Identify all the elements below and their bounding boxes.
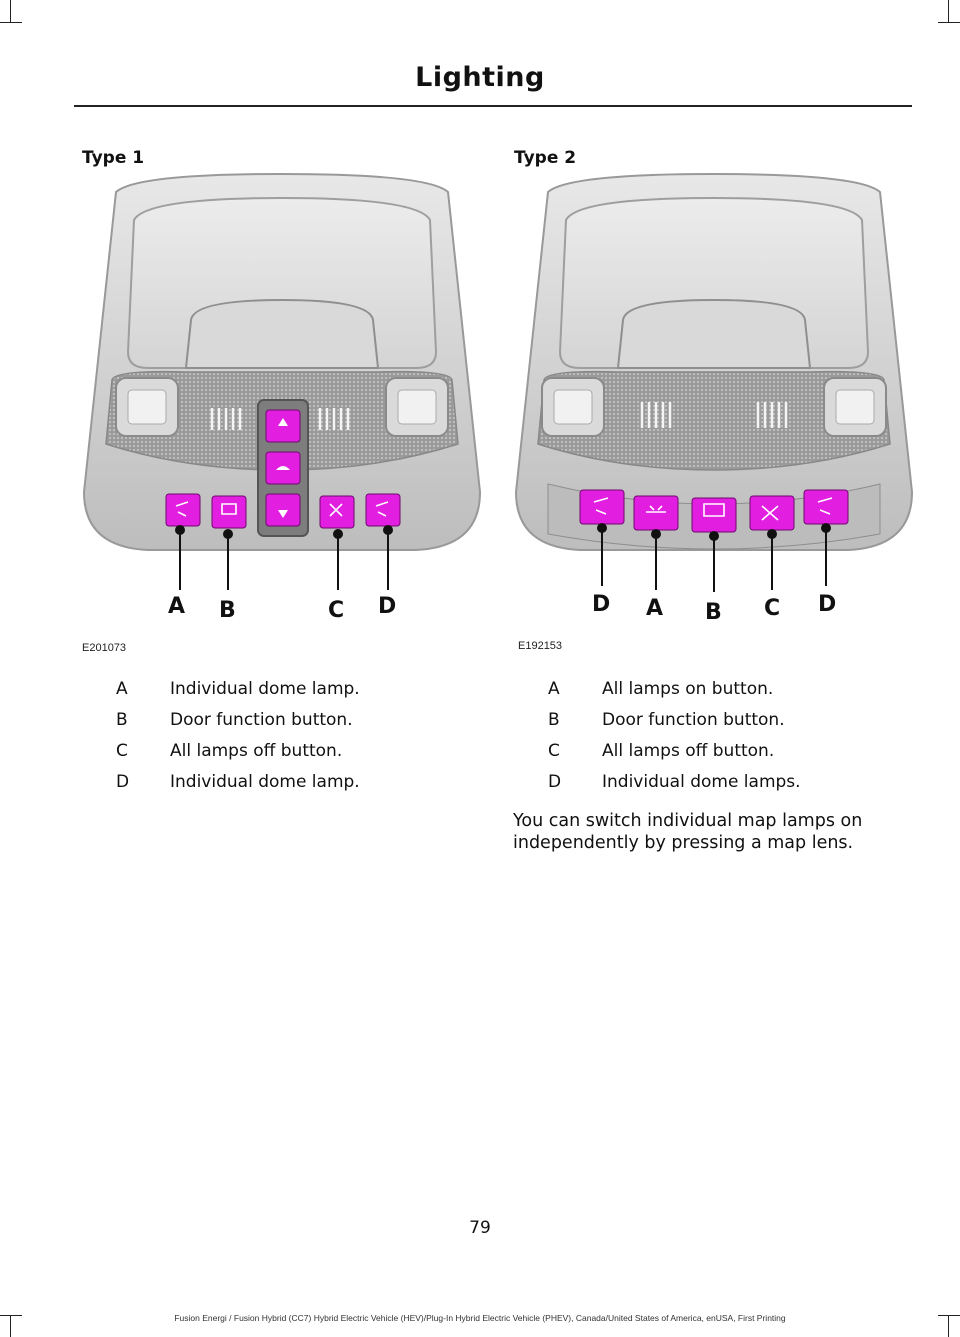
crop-mark	[0, 22, 22, 23]
legend-text: Individual dome lamp.	[170, 678, 360, 699]
type2-button-d-right	[804, 490, 848, 524]
legend-key: B	[116, 709, 128, 730]
header-divider	[74, 105, 912, 107]
type2-callout-d-right: D	[818, 592, 837, 617]
legend-item	[548, 704, 918, 735]
type1-callout-b: B	[219, 598, 236, 623]
legend-item	[116, 735, 456, 766]
type2-callout-d-left: D	[592, 592, 611, 617]
legend-text: Individual dome lamp.	[170, 771, 360, 792]
page-number: 79	[469, 1218, 491, 1238]
page-title: Lighting	[415, 62, 545, 93]
crop-mark	[10, 0, 11, 22]
type2-callout-a: A	[646, 596, 664, 621]
legend-text: Individual dome lamps.	[602, 771, 801, 792]
legend-text: Door function button.	[170, 709, 353, 730]
type2-button-b	[692, 498, 736, 532]
legend-item	[548, 735, 918, 766]
type2-heading: Type 2	[514, 148, 577, 168]
legend-key: A	[116, 678, 128, 699]
legend-text: All lamps off button.	[170, 740, 343, 761]
type1-heading: Type 1	[82, 148, 145, 168]
legend-key: C	[548, 740, 560, 761]
type1-button-d	[366, 494, 400, 526]
legend-key: A	[548, 678, 560, 699]
type1-callout-d: D	[378, 594, 397, 619]
legend-key: B	[548, 709, 560, 730]
page-footer: Fusion Energi / Fusion Hybrid (CC7) Hybrid Electric Vehicle (HEV)/Plug-In Hybrid Electric Vehicle (PHEV), Canada/United States of America, enUSA, First Printing	[174, 1313, 786, 1323]
legend-item	[116, 766, 456, 797]
type1-legend	[116, 673, 456, 797]
type1-figure-code: E201073	[82, 642, 127, 654]
legend-item	[548, 673, 918, 704]
type2-figure	[508, 172, 920, 657]
crop-mark	[948, 0, 949, 22]
type1-button-b	[212, 496, 246, 528]
type1-overhead-console-illustration	[76, 172, 488, 632]
legend-text: All lamps off button.	[602, 740, 775, 761]
type1-callout-a: A	[168, 594, 186, 619]
legend-item	[116, 704, 456, 735]
legend-text: Door function button.	[602, 709, 785, 730]
type2-overhead-console-illustration	[508, 172, 920, 632]
type2-callout-c: C	[764, 596, 781, 621]
crop-mark	[938, 22, 960, 23]
legend-key: C	[116, 740, 128, 761]
type2-callout-b: B	[705, 600, 722, 625]
type2-legend	[548, 673, 918, 797]
legend-key: D	[116, 771, 130, 792]
type2-button-a	[634, 496, 678, 530]
type1-figure	[76, 172, 488, 657]
type2-figure-code: E192153	[518, 640, 563, 652]
legend-item	[548, 766, 918, 797]
type1-callout-c: C	[328, 598, 345, 623]
type1-button-a	[166, 494, 200, 526]
legend-key: D	[548, 771, 562, 792]
legend-text: All lamps on button.	[602, 678, 774, 699]
legend-item	[116, 673, 456, 704]
type2-button-d-left	[580, 490, 624, 524]
type2-button-c	[750, 496, 794, 530]
type2-note: You can switch individual map lamps on independently by pressing a map lens.	[513, 811, 863, 853]
